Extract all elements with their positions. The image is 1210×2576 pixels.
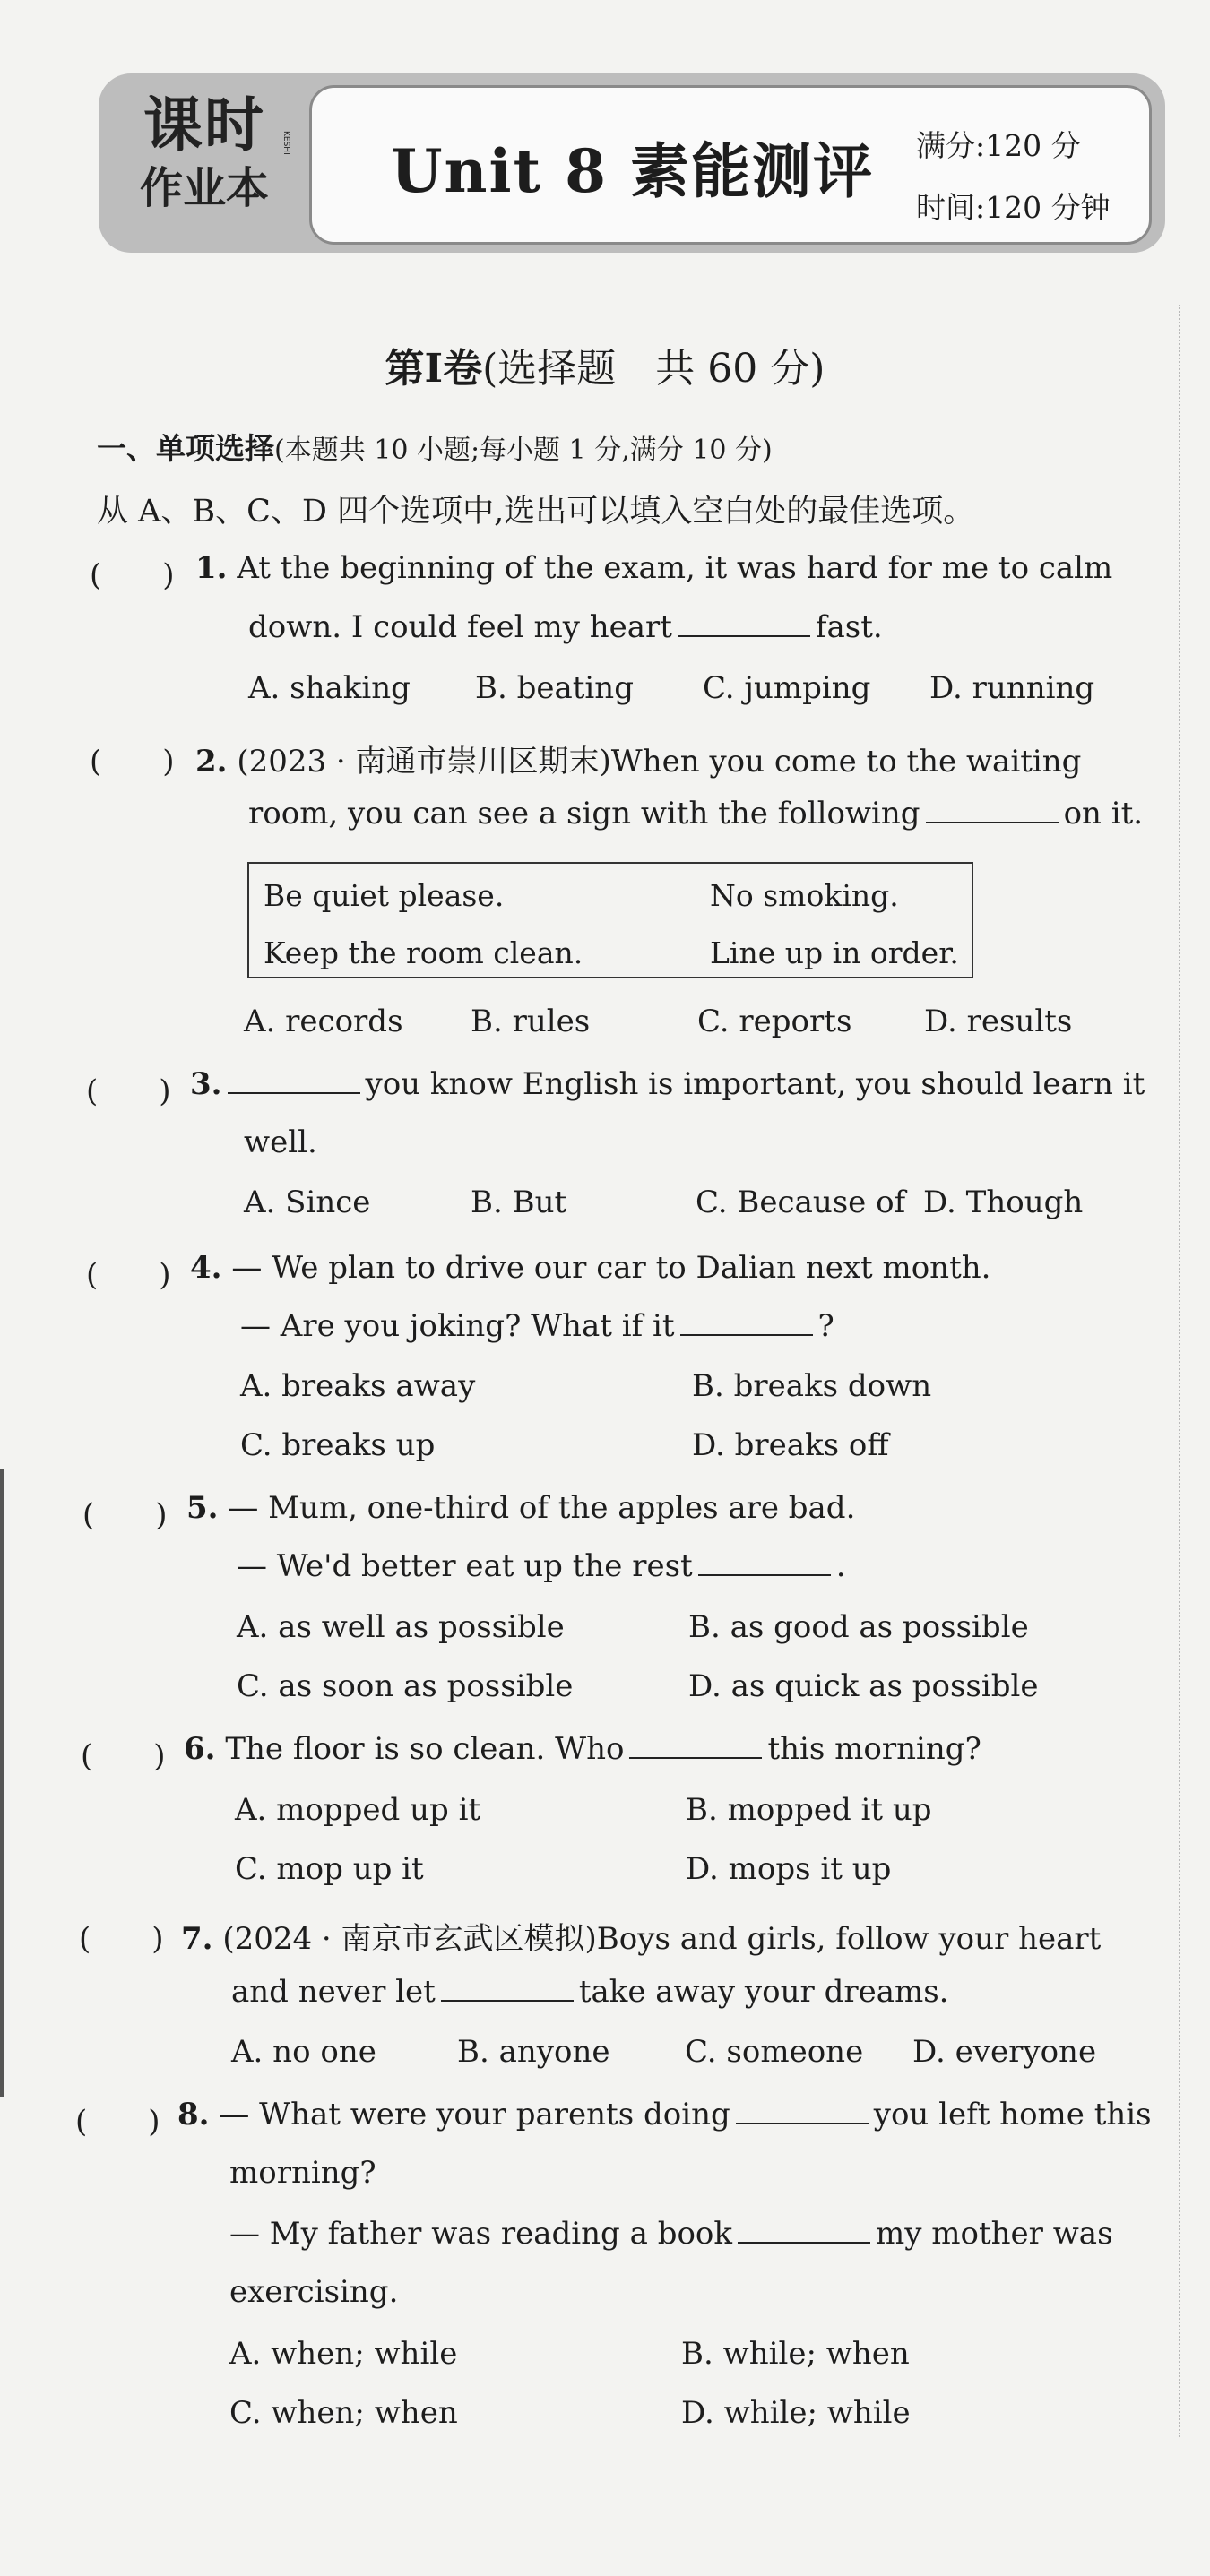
question-text: The floor is so clean. Who: [225, 1731, 625, 1767]
sign-item: Line up in order.: [710, 935, 959, 970]
option-b: B. But: [471, 1185, 567, 1220]
question-3: [190, 1066, 1145, 1102]
question-1: [195, 550, 1112, 586]
option-d: D. as quick as possible: [688, 1668, 1039, 1704]
option-b: B. breaks down: [692, 1368, 932, 1404]
question-8: [177, 2097, 1152, 2132]
answer-slot-1[interactable]: ( ): [90, 557, 175, 593]
option-b: B. mopped it up: [686, 1792, 932, 1828]
question-text: (2024 · 南京市玄武区模拟)Boys and girls, follow your heart: [222, 1921, 1102, 1957]
answer-slot-6[interactable]: ( ): [81, 1738, 166, 1774]
question-3-line2: well.: [244, 1124, 317, 1160]
answer-blank: [629, 1734, 762, 1759]
option-b: B. as good as possible: [688, 1609, 1029, 1645]
margin-rule: [1179, 305, 1180, 2437]
logo: [106, 90, 303, 242]
logo-line1: 课时: [143, 90, 265, 159]
question-2: [195, 737, 1081, 780]
answer-blank: [926, 798, 1059, 823]
answer-slot-8[interactable]: ( ): [75, 2104, 160, 2140]
option-a: A. as well as possible: [237, 1609, 565, 1645]
question-text: — Mum, one-third of the apples are bad.: [228, 1490, 856, 1526]
option-c: C. someone: [685, 2034, 864, 2070]
volume-title-rest: (选择题 共 60 分): [482, 346, 825, 392]
option-b: B. while; when: [681, 2336, 910, 2372]
option-d: D. results: [924, 1004, 1073, 1039]
question-5-line2: [237, 1548, 846, 1584]
answer-slot-3[interactable]: ( ): [86, 1073, 171, 1109]
page-edge: [0, 1469, 4, 2097]
answer-blank: [680, 1311, 813, 1336]
option-a: A. Since: [244, 1185, 371, 1220]
question-7-line2: [231, 1974, 948, 2010]
option-c: C. as soon as possible: [237, 1668, 574, 1704]
question-text: you know English is important, you should learn it: [365, 1066, 1145, 1102]
sign-item: Keep the room clean.: [264, 935, 583, 970]
question-text: on it.: [1063, 796, 1144, 831]
option-c: C. jumping: [703, 670, 871, 706]
logo-line2: 作业本: [139, 163, 269, 213]
sign-box: [247, 862, 973, 978]
question-text: — My father was reading a book: [229, 2216, 732, 2252]
logo-tiny: KESHI: [281, 131, 290, 155]
question-4-line2: [240, 1308, 834, 1344]
option-c: C. breaks up: [240, 1427, 436, 1463]
option-b: B. anyone: [457, 2034, 610, 2070]
volume-title-bold: 第Ⅰ卷: [385, 346, 483, 392]
option-b: B. beating: [475, 670, 634, 706]
option-d: D. breaks off: [692, 1427, 889, 1463]
question-text: .: [835, 1548, 846, 1584]
question-text: this morning?: [767, 1731, 981, 1767]
time-info: 时间:120 分钟: [916, 190, 1111, 225]
question-5: [186, 1490, 855, 1526]
option-a: A. when; while: [229, 2336, 458, 2372]
option-a: A. mopped up it: [235, 1792, 481, 1828]
answer-blank: [738, 2218, 870, 2244]
answer-blank: [441, 1977, 574, 2002]
option-d: D. Though: [923, 1185, 1084, 1220]
sign-item: Be quiet please.: [264, 878, 505, 913]
option-d: D. everyone: [912, 2034, 1097, 2070]
option-a: A. no one: [231, 2034, 376, 2070]
answer-blank: [228, 1069, 360, 1094]
question-text: — We plan to drive our car to Dalian next month.: [231, 1250, 991, 1286]
option-d: D. while; while: [681, 2395, 911, 2431]
section-heading-label: 一、单项选择: [97, 431, 274, 466]
question-text: At the beginning of the exam, it was hard for me to calm: [237, 550, 1113, 586]
question-1-line2: [248, 609, 883, 645]
question-text: down. I could feel my heart: [248, 609, 672, 645]
option-a: A. shaking: [248, 670, 411, 706]
question-text: — What were your parents doing: [219, 2097, 730, 2132]
answer-slot-7[interactable]: ( ): [79, 1921, 164, 1957]
question-number: 2.: [195, 744, 228, 780]
answer-blank: [736, 2099, 869, 2124]
question-text: ?: [817, 1308, 834, 1344]
volume-title: [0, 336, 1210, 393]
question-text: fast.: [815, 609, 883, 645]
question-8-line2: morning?: [229, 2155, 376, 2191]
question-text: — We'd better eat up the rest: [237, 1548, 693, 1584]
answer-slot-5[interactable]: ( ): [82, 1497, 168, 1533]
question-number: 6.: [184, 1731, 216, 1767]
question-number: 5.: [186, 1490, 219, 1526]
option-a: A. records: [244, 1004, 403, 1039]
question-text: my mother was: [876, 2216, 1113, 2252]
option-d: D. running: [929, 670, 1095, 706]
question-text: (2023 · 南通市崇川区期末)When you come to the waiting: [237, 744, 1082, 780]
question-text: you left home this: [873, 2097, 1152, 2132]
section-instruction: 从 A、B、C、D 四个选项中,选出可以填入空白处的最佳选项。: [97, 494, 975, 530]
answer-blank: [678, 612, 810, 637]
question-text: take away your dreams.: [578, 1974, 949, 2010]
section-heading: [97, 426, 773, 468]
question-7: [181, 1914, 1101, 1958]
question-8-line4: exercising.: [229, 2274, 399, 2310]
question-6: [184, 1731, 981, 1767]
option-d: D. mops it up: [686, 1851, 892, 1887]
sign-item: No smoking.: [710, 878, 899, 913]
question-number: 3.: [190, 1066, 222, 1102]
question-8-line3: [229, 2216, 1113, 2252]
option-c: C. Because of: [696, 1185, 906, 1220]
option-b: B. rules: [471, 1004, 591, 1039]
score-info: 满分:120 分: [916, 128, 1081, 163]
question-4: [190, 1250, 990, 1286]
question-number: 8.: [177, 2097, 210, 2132]
option-a: A. breaks away: [240, 1368, 476, 1404]
question-number: 7.: [181, 1921, 213, 1957]
option-c: C. reports: [697, 1004, 852, 1039]
question-text: room, you can see a sign with the following: [248, 796, 920, 831]
option-c: C. mop up it: [235, 1851, 424, 1887]
question-text: and never let: [231, 1974, 436, 2010]
question-number: 1.: [195, 550, 228, 586]
answer-blank: [698, 1551, 831, 1576]
answer-slot-4[interactable]: ( ): [86, 1257, 171, 1293]
option-c: C. when; when: [229, 2395, 458, 2431]
answer-slot-2[interactable]: ( ): [90, 744, 175, 780]
section-heading-note: (本题共 10 小题;每小题 1 分,满分 10 分): [274, 435, 773, 466]
question-text: — Are you joking? What if it: [240, 1308, 675, 1344]
question-2-line2: [248, 796, 1143, 831]
page-title: Unit 8 素能测评: [391, 136, 874, 206]
question-number: 4.: [190, 1250, 222, 1286]
